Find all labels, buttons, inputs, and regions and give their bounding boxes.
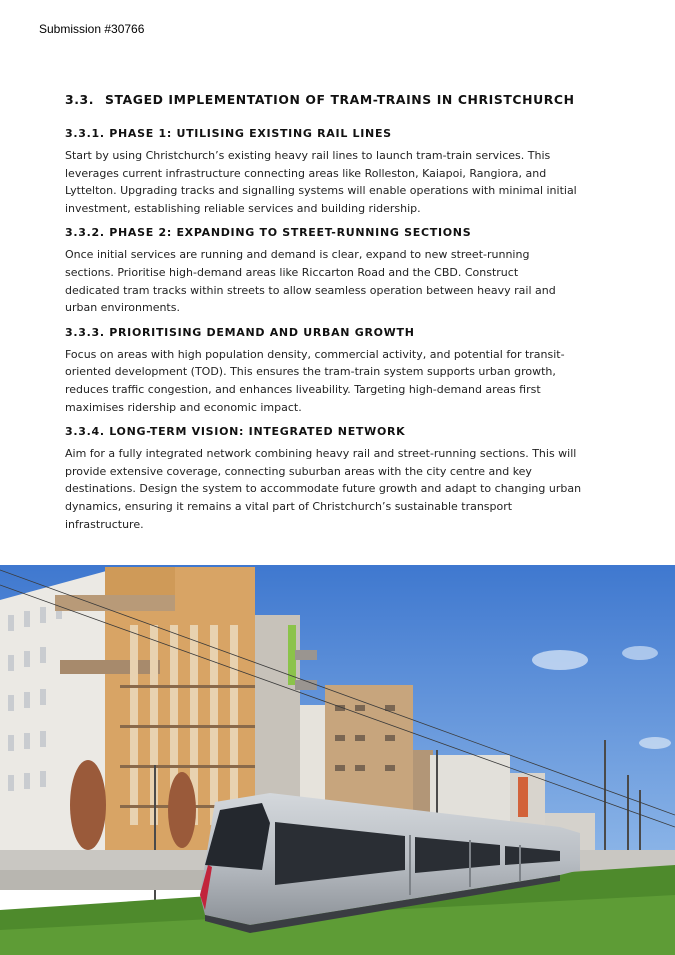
subsection-paragraph (65, 147, 625, 217)
paragraph-line: provide extensive coverage, connecting suburban areas with the city centre and key (65, 464, 532, 478)
paragraph-line: infrastructure. (65, 517, 144, 531)
paragraph-line: dedicated tram tracks within streets to allow seamless operation between heavy rail and (65, 283, 556, 297)
subsection-paragraph (65, 246, 625, 316)
subsection-heading: 3.3.3. PRIORITISING DEMAND AND URBAN GROWTH (65, 325, 415, 339)
subsection-paragraph (65, 445, 625, 533)
paragraph-line: Focus on areas with high population density, commercial activity, and potential for transit- (65, 347, 565, 361)
subsection-phase-1 (65, 127, 625, 217)
paragraph-line: Once initial services are running and demand is clear, expand to new street-running (65, 248, 530, 262)
paragraph-line: reduces traffic congestion, and enhances liveability. Targeting high-demand areas first (65, 382, 541, 396)
paragraph-line: maximises ridership and economic impact. (65, 400, 302, 414)
paragraph-line: dynamics, ensuring it remains a vital part of Christchurch’s sustainable transport (65, 499, 513, 513)
cloud (622, 646, 658, 660)
tram-photo (0, 565, 675, 955)
paragraph-line: destinations. Design the system to accommodate future growth and adapt to changing urban (65, 482, 582, 496)
subsection-heading: 3.3.1. PHASE 1: UTILISING EXISTING RAIL LINES (65, 127, 392, 140)
cloud (639, 737, 671, 749)
subsection-demand (65, 326, 625, 416)
subsection-heading: 3.3.2. PHASE 2: EXPANDING TO STREET-RUNNING SECTIONS (65, 226, 472, 240)
subsection-paragraph (65, 346, 625, 416)
subsection-heading: 3.3.4. LONG-TERM VISION: INTEGRATED NETWORK (65, 425, 406, 439)
submission-label: Submission #30766 (39, 22, 145, 36)
paragraph-line: Lyttelton. Upgrading tracks and signalling systems will enable operations with minimal initial (65, 184, 577, 198)
cloud (532, 650, 588, 670)
section-heading (65, 92, 625, 107)
paragraph-line: Start by using Christchurch’s existing heavy rail lines to launch tram-train services. This (65, 149, 551, 162)
paragraph-line: oriented development (TOD). This ensures the tram-train system supports urban growth, (65, 365, 556, 379)
paragraph-line: sections. Prioritise high-demand areas like Riccarton Road and the CBD. Construct (65, 265, 519, 279)
section-number: 3.3. (65, 92, 95, 107)
paragraph-line: Aim for a fully integrated network combining heavy rail and street-running sections. This will (65, 447, 577, 461)
subsection-long-term (65, 425, 625, 533)
section-title: STAGED IMPLEMENTATION OF TRAM-TRAINS IN CHRISTCHURCH (105, 92, 575, 107)
tram-scene-illustration (0, 565, 675, 955)
document-body (65, 92, 625, 542)
paragraph-line: investment, establishing reliable services and building ridership. (65, 201, 421, 215)
subsection-phase-2 (65, 226, 625, 316)
paragraph-line: leverages current infrastructure connecting areas like Rolleston, Kaiapoi, Rangiora, and (65, 166, 547, 180)
paragraph-line: urban environments. (65, 301, 180, 315)
